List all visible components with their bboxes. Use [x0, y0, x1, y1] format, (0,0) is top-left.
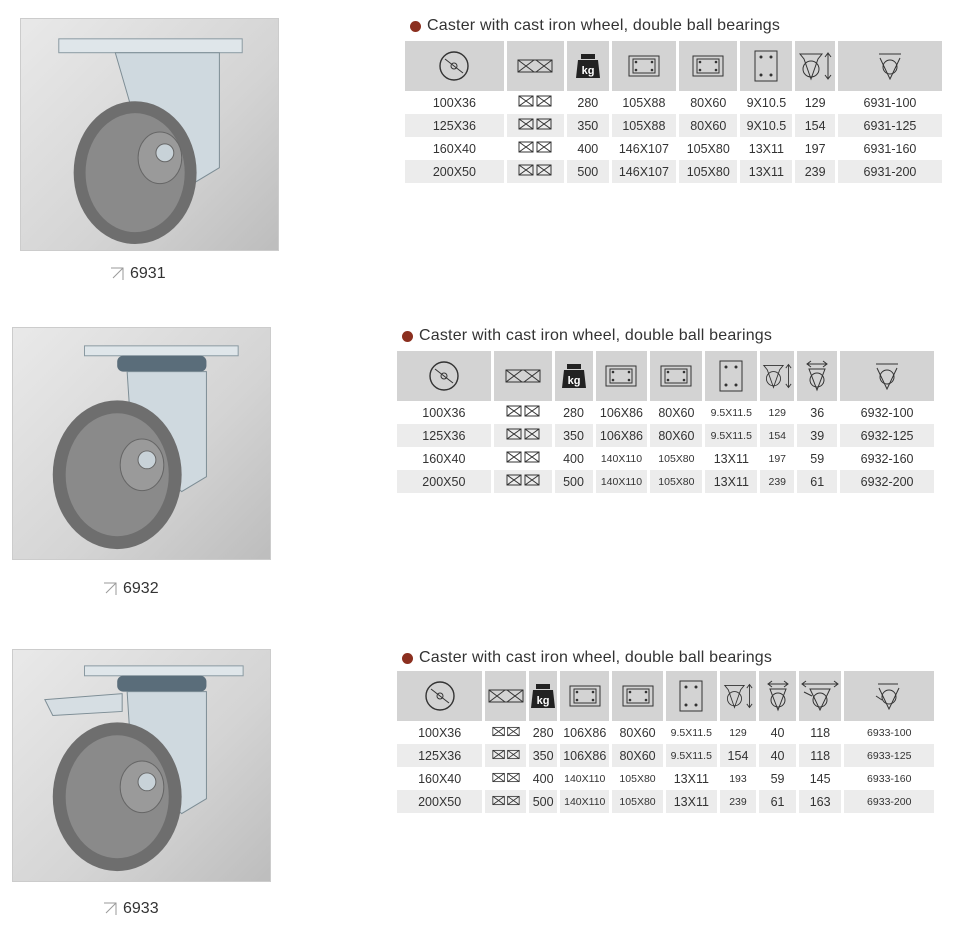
double-bearing-icon — [492, 795, 520, 806]
bolt-hole-icon — [666, 671, 717, 721]
bearing-cell — [507, 91, 564, 114]
article-cell: 6931-200 — [838, 160, 942, 183]
wheel-size-cell: 100X36 — [405, 91, 504, 114]
wheel-diameter-icon — [397, 671, 482, 721]
load-cell: 350 — [567, 114, 609, 137]
model-label-6933 — [103, 900, 159, 918]
load-capacity-kg-icon — [567, 41, 609, 91]
article-cell: 6931-125 — [838, 114, 942, 137]
hole-spacing-cell: 105X80 — [612, 790, 663, 813]
bolt-hole-cell: 9.5X11.5 — [666, 721, 717, 744]
article-cell: 6932-125 — [840, 424, 934, 447]
table-row — [405, 137, 942, 160]
article-cell: 6932-200 — [840, 470, 934, 493]
hole-spacing-cell: 105X80 — [650, 447, 702, 470]
hole-spacing-icon — [679, 41, 737, 91]
svg-text:kg: kg — [567, 375, 580, 387]
offset-cell: 36 — [797, 401, 837, 424]
plate-cell: 146X107 — [612, 160, 677, 183]
total-height-icon — [760, 351, 794, 401]
hole-spacing-cell: 80X60 — [650, 424, 702, 447]
height-cell: 129 — [795, 91, 835, 114]
article-cell: 6931-100 — [838, 91, 942, 114]
plate-cell: 106X86 — [596, 424, 648, 447]
table-row — [397, 470, 934, 493]
product-photo-6931 — [20, 18, 279, 251]
load-capacity-kg-icon — [555, 351, 593, 401]
plate-cell: 140X110 — [560, 790, 609, 813]
hole-spacing-cell: 80X60 — [612, 721, 663, 744]
table-row — [397, 401, 934, 424]
bearing-type-icon — [485, 671, 526, 721]
load-cell: 350 — [529, 744, 557, 767]
swivel-brake-caster-image — [13, 650, 270, 881]
table-row — [397, 790, 934, 813]
model-label-6932 — [103, 580, 159, 598]
spec-table-6931 — [402, 41, 945, 183]
load-cell: 500 — [555, 470, 593, 493]
table-row — [397, 767, 934, 790]
article-number-icon — [838, 41, 942, 91]
article-cell: 6931-160 — [838, 137, 942, 160]
corner-arrow-icon — [110, 267, 124, 281]
plate-cell: 106X86 — [596, 401, 648, 424]
bolt-hole-icon — [740, 41, 792, 91]
plate-cell: 106X86 — [560, 721, 609, 744]
wheel-size-cell: 100X36 — [397, 401, 491, 424]
corner-arrow-icon — [103, 582, 117, 596]
hole-spacing-cell: 80X60 — [650, 401, 702, 424]
bearing-cell — [485, 767, 526, 790]
brake-cell: 118 — [799, 744, 842, 767]
plate-cell: 105X88 — [612, 91, 677, 114]
double-bearing-icon — [518, 164, 552, 176]
wheel-diameter-icon — [397, 351, 491, 401]
product-photo-6933 — [12, 649, 271, 882]
plate-size-icon — [596, 351, 648, 401]
wheel-size-cell: 125X36 — [397, 424, 491, 447]
hole-spacing-cell: 105X80 — [650, 470, 702, 493]
table-row — [405, 91, 942, 114]
bearing-cell — [494, 447, 552, 470]
wheel-size-cell: 160X40 — [405, 137, 504, 160]
model-number: 6932 — [123, 580, 159, 597]
fixed-caster-image — [21, 19, 278, 250]
swivel-offset-icon — [797, 351, 837, 401]
article-cell: 6933-200 — [844, 790, 934, 813]
table-row — [397, 447, 934, 470]
load-cell: 500 — [567, 160, 609, 183]
plate-size-icon — [560, 671, 609, 721]
height-cell: 239 — [760, 470, 794, 493]
brake-cell: 145 — [799, 767, 842, 790]
plate-cell: 106X86 — [560, 744, 609, 767]
wheel-size-cell: 200X50 — [397, 470, 491, 493]
double-bearing-icon — [518, 118, 552, 130]
bolt-hole-cell: 9.5X11.5 — [705, 424, 757, 447]
bearing-type-icon — [507, 41, 564, 91]
double-bearing-icon — [506, 405, 540, 417]
bearing-cell — [494, 470, 552, 493]
hole-spacing-icon — [612, 671, 663, 721]
section-title-6933 — [402, 649, 772, 667]
load-cell: 400 — [555, 447, 593, 470]
offset-cell: 59 — [797, 447, 837, 470]
load-cell: 400 — [529, 767, 557, 790]
bolt-hole-cell: 9X10.5 — [740, 91, 792, 114]
bearing-cell — [494, 424, 552, 447]
wheel-size-cell: 100X36 — [397, 721, 482, 744]
hole-spacing-cell: 105X80 — [612, 767, 663, 790]
wheel-size-cell: 125X36 — [397, 744, 482, 767]
product-photo-6932 — [12, 327, 271, 560]
article-cell: 6932-100 — [840, 401, 934, 424]
total-height-icon — [795, 41, 835, 91]
bolt-hole-cell: 13X11 — [740, 160, 792, 183]
hole-spacing-cell: 105X80 — [679, 160, 737, 183]
article-number-icon — [844, 671, 934, 721]
plate-cell: 105X88 — [612, 114, 677, 137]
height-cell: 197 — [760, 447, 794, 470]
plate-cell: 146X107 — [612, 137, 677, 160]
double-bearing-icon — [492, 749, 520, 760]
section-title-text: Caster with cast iron wheel, double ball bearings — [419, 327, 773, 344]
total-height-icon — [720, 671, 757, 721]
table-row — [397, 424, 934, 447]
section-title-text: Caster with cast iron wheel, double ball bearings — [427, 17, 781, 34]
spec-table-6933 — [394, 671, 937, 813]
bolt-hole-cell: 13X11 — [740, 137, 792, 160]
hole-spacing-cell: 80X60 — [679, 91, 737, 114]
bolt-hole-cell: 9.5X11.5 — [666, 744, 717, 767]
brake-width-icon — [799, 671, 842, 721]
bearing-cell — [485, 790, 526, 813]
bolt-hole-cell: 9.5X11.5 — [705, 401, 757, 424]
bolt-hole-cell: 9X10.5 — [740, 114, 792, 137]
plate-cell: 140X110 — [596, 447, 648, 470]
double-bearing-icon — [506, 451, 540, 463]
swivel-offset-icon — [759, 671, 796, 721]
bearing-cell — [494, 401, 552, 424]
hole-spacing-cell: 80X60 — [612, 744, 663, 767]
bearing-cell — [507, 114, 564, 137]
wheel-size-cell: 125X36 — [405, 114, 504, 137]
bearing-cell — [485, 721, 526, 744]
brake-cell: 118 — [799, 721, 842, 744]
model-label-6931 — [110, 265, 166, 283]
bearing-cell — [485, 744, 526, 767]
wheel-size-cell: 160X40 — [397, 447, 491, 470]
wheel-size-cell: 160X40 — [397, 767, 482, 790]
wheel-size-cell: 200X50 — [397, 790, 482, 813]
spec-table-6932 — [394, 351, 937, 493]
load-cell: 500 — [529, 790, 557, 813]
load-capacity-kg-icon — [529, 671, 557, 721]
height-cell: 193 — [720, 767, 757, 790]
load-cell: 350 — [555, 424, 593, 447]
double-bearing-icon — [492, 726, 520, 737]
model-number: 6931 — [130, 265, 166, 282]
offset-cell: 59 — [759, 767, 796, 790]
double-bearing-icon — [506, 428, 540, 440]
height-cell: 129 — [720, 721, 757, 744]
article-number-icon — [840, 351, 934, 401]
load-cell: 280 — [555, 401, 593, 424]
bearing-cell — [507, 160, 564, 183]
hole-spacing-cell: 80X60 — [679, 114, 737, 137]
double-bearing-icon — [506, 474, 540, 486]
bullet-icon — [410, 21, 421, 32]
height-cell: 154 — [720, 744, 757, 767]
article-cell: 6932-160 — [840, 447, 934, 470]
section-title-6931 — [410, 17, 780, 35]
offset-cell: 61 — [797, 470, 837, 493]
double-bearing-icon — [492, 772, 520, 783]
table-row — [405, 114, 942, 137]
svg-text:kg: kg — [581, 65, 595, 77]
brake-cell: 163 — [799, 790, 842, 813]
load-cell: 280 — [529, 721, 557, 744]
corner-arrow-icon — [103, 902, 117, 916]
model-number: 6933 — [123, 900, 159, 917]
plate-size-icon — [612, 41, 677, 91]
height-cell: 154 — [760, 424, 794, 447]
table-row — [397, 744, 934, 767]
svg-text:kg: kg — [536, 695, 550, 707]
plate-cell: 140X110 — [596, 470, 648, 493]
section-title-6932 — [402, 327, 772, 345]
load-cell: 280 — [567, 91, 609, 114]
height-cell: 239 — [720, 790, 757, 813]
table-row — [405, 160, 942, 183]
wheel-diameter-icon — [405, 41, 504, 91]
bolt-hole-cell: 13X11 — [705, 470, 757, 493]
bullet-icon — [402, 653, 413, 664]
bearing-cell — [507, 137, 564, 160]
offset-cell: 39 — [797, 424, 837, 447]
swivel-caster-image — [13, 328, 270, 559]
table-row — [397, 721, 934, 744]
article-cell: 6933-100 — [844, 721, 934, 744]
section-title-text: Caster with cast iron wheel, double ball bearings — [419, 649, 773, 666]
offset-cell: 40 — [759, 721, 796, 744]
double-bearing-icon — [518, 141, 552, 153]
height-cell: 239 — [795, 160, 835, 183]
bullet-icon — [402, 331, 413, 342]
article-cell: 6933-160 — [844, 767, 934, 790]
height-cell: 154 — [795, 114, 835, 137]
height-cell: 129 — [760, 401, 794, 424]
bolt-hole-cell: 13X11 — [705, 447, 757, 470]
article-cell: 6933-125 — [844, 744, 934, 767]
bearing-type-icon — [494, 351, 552, 401]
load-cell: 400 — [567, 137, 609, 160]
wheel-size-cell: 200X50 — [405, 160, 504, 183]
double-bearing-icon — [518, 95, 552, 107]
height-cell: 197 — [795, 137, 835, 160]
bolt-hole-cell: 13X11 — [666, 790, 717, 813]
plate-cell: 140X110 — [560, 767, 609, 790]
offset-cell: 40 — [759, 744, 796, 767]
hole-spacing-icon — [650, 351, 702, 401]
offset-cell: 61 — [759, 790, 796, 813]
bolt-hole-cell: 13X11 — [666, 767, 717, 790]
bolt-hole-icon — [705, 351, 757, 401]
hole-spacing-cell: 105X80 — [679, 137, 737, 160]
